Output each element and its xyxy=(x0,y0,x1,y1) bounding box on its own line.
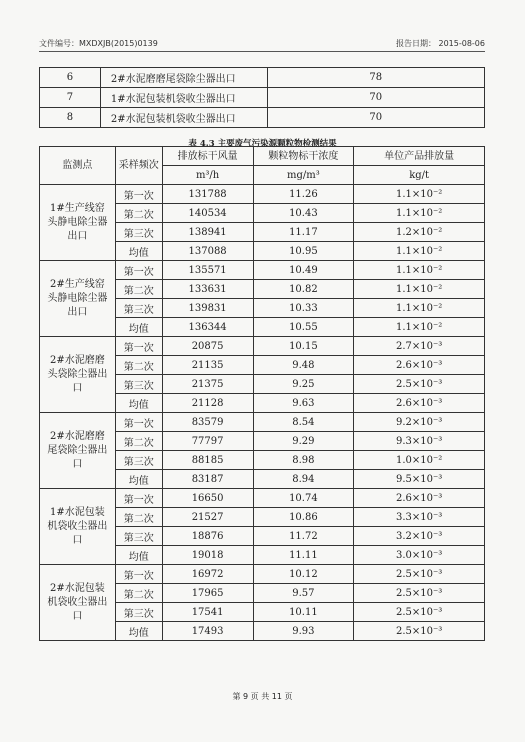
flow-cell: 17541 xyxy=(162,603,253,622)
table-row xyxy=(40,261,485,280)
col-freq: 采样频次 xyxy=(115,147,162,185)
top-cell-site: 2#水泥磨磨尾袋除尘器出口 xyxy=(100,68,267,88)
flow-cell: 135571 xyxy=(162,261,253,280)
rate-cell: 2.6×10⁻³ xyxy=(354,394,485,413)
flow-cell: 21527 xyxy=(162,508,253,527)
top-table-row xyxy=(40,68,485,88)
conc-cell: 11.11 xyxy=(253,546,354,565)
conc-cell: 10.95 xyxy=(253,242,354,261)
flow-cell: 21128 xyxy=(162,394,253,413)
unit-rate: kg/t xyxy=(354,166,485,185)
top-cell-no: 6 xyxy=(40,68,101,88)
unit-flow: m³/h xyxy=(162,166,253,185)
top-cell-value: 78 xyxy=(267,68,485,88)
table-row xyxy=(40,337,485,356)
conc-cell: 10.74 xyxy=(253,489,354,508)
flow-cell: 17965 xyxy=(162,584,253,603)
conc-cell: 8.98 xyxy=(253,451,354,470)
freq-cell: 第一次 xyxy=(115,337,162,356)
top-table-row xyxy=(40,88,485,108)
table-row xyxy=(40,413,485,432)
conc-cell: 10.43 xyxy=(253,204,354,223)
col-flow: 排放标干风量 xyxy=(162,147,253,166)
rate-cell: 3.2×10⁻³ xyxy=(354,527,485,546)
top-cell-site: 2#水泥包装机袋收尘器出口 xyxy=(100,108,267,128)
site-cell: 1#生产线窑头静电除尘器出口 xyxy=(40,185,116,261)
flow-cell: 140534 xyxy=(162,204,253,223)
conc-cell: 10.12 xyxy=(253,565,354,584)
flow-cell: 77797 xyxy=(162,432,253,451)
conc-cell: 9.63 xyxy=(253,394,354,413)
rate-cell: 1.1×10⁻² xyxy=(354,318,485,337)
flow-cell: 88185 xyxy=(162,451,253,470)
flow-cell: 16972 xyxy=(162,565,253,584)
rate-cell: 1.1×10⁻² xyxy=(354,299,485,318)
rate-cell: 2.7×10⁻³ xyxy=(354,337,485,356)
rate-cell: 1.1×10⁻² xyxy=(354,280,485,299)
freq-cell: 第二次 xyxy=(115,584,162,603)
rate-cell: 1.2×10⁻² xyxy=(354,223,485,242)
top-cell-value: 70 xyxy=(267,88,485,108)
conc-cell: 10.49 xyxy=(253,261,354,280)
unit-conc: mg/m³ xyxy=(253,166,354,185)
conc-cell: 11.26 xyxy=(253,185,354,204)
col-site: 监测点 xyxy=(40,147,116,185)
flow-cell: 18876 xyxy=(162,527,253,546)
col-rate: 单位产品排放量 xyxy=(354,147,485,166)
freq-cell: 均值 xyxy=(115,318,162,337)
file-number: 文件编号：MXDXJB(2015)0139 xyxy=(39,39,158,48)
rate-cell: 2.5×10⁻³ xyxy=(354,622,485,641)
freq-cell: 第三次 xyxy=(115,223,162,242)
rate-cell: 1.1×10⁻² xyxy=(354,242,485,261)
site-cell: 2#水泥磨磨头袋除尘器出口 xyxy=(40,337,116,413)
site-cell: 2#水泥包装机袋收尘器出口 xyxy=(40,565,116,641)
rate-cell: 2.6×10⁻³ xyxy=(354,356,485,375)
rate-cell: 3.3×10⁻³ xyxy=(354,508,485,527)
freq-cell: 第三次 xyxy=(115,451,162,470)
conc-cell: 9.48 xyxy=(253,356,354,375)
top-cell-value: 70 xyxy=(267,108,485,128)
flow-cell: 131788 xyxy=(162,185,253,204)
freq-cell: 第三次 xyxy=(115,375,162,394)
flow-cell: 19018 xyxy=(162,546,253,565)
conc-cell: 8.54 xyxy=(253,413,354,432)
table-header-row xyxy=(40,147,485,166)
rate-cell: 1.1×10⁻² xyxy=(354,185,485,204)
flow-cell: 83579 xyxy=(162,413,253,432)
freq-cell: 均值 xyxy=(115,242,162,261)
conc-cell: 9.93 xyxy=(253,622,354,641)
flow-cell: 17493 xyxy=(162,622,253,641)
top-cell-no: 8 xyxy=(40,108,101,128)
rate-cell: 2.5×10⁻³ xyxy=(354,375,485,394)
main-table xyxy=(39,146,485,641)
flow-cell: 136344 xyxy=(162,318,253,337)
flow-cell: 20875 xyxy=(162,337,253,356)
freq-cell: 第一次 xyxy=(115,489,162,508)
site-cell: 2#生产线窑头静电除尘器出口 xyxy=(40,261,116,337)
table-row xyxy=(40,565,485,584)
freq-cell: 第三次 xyxy=(115,603,162,622)
freq-cell: 第二次 xyxy=(115,280,162,299)
top-table-row xyxy=(40,108,485,128)
freq-cell: 第二次 xyxy=(115,508,162,527)
flow-cell: 16650 xyxy=(162,489,253,508)
freq-cell: 第三次 xyxy=(115,299,162,318)
rate-cell: 2.5×10⁻³ xyxy=(354,565,485,584)
freq-cell: 第二次 xyxy=(115,356,162,375)
conc-cell: 10.33 xyxy=(253,299,354,318)
freq-cell: 均值 xyxy=(115,546,162,565)
site-cell: 2#水泥磨磨尾袋除尘器出口 xyxy=(40,413,116,489)
conc-cell: 10.55 xyxy=(253,318,354,337)
rate-cell: 9.3×10⁻³ xyxy=(354,432,485,451)
conc-cell: 10.82 xyxy=(253,280,354,299)
freq-cell: 第一次 xyxy=(115,185,162,204)
table-row xyxy=(40,185,485,204)
conc-cell: 8.94 xyxy=(253,470,354,489)
table-row xyxy=(40,489,485,508)
flow-cell: 137088 xyxy=(162,242,253,261)
top-table xyxy=(39,67,485,128)
conc-cell: 9.25 xyxy=(253,375,354,394)
rate-cell: 2.5×10⁻³ xyxy=(354,603,485,622)
rate-cell: 3.0×10⁻³ xyxy=(354,546,485,565)
freq-cell: 均值 xyxy=(115,622,162,641)
conc-cell: 9.57 xyxy=(253,584,354,603)
freq-cell: 第三次 xyxy=(115,527,162,546)
flow-cell: 138941 xyxy=(162,223,253,242)
conc-cell: 11.72 xyxy=(253,527,354,546)
table-caption: 表 4.3 主要废气污染源颗粒物检测结果 xyxy=(188,139,337,149)
freq-cell: 第二次 xyxy=(115,204,162,223)
conc-cell: 9.29 xyxy=(253,432,354,451)
page-header xyxy=(39,36,485,50)
report-date: 报告日期： 2015-08-06 xyxy=(395,39,485,48)
top-cell-site: 1#水泥包装机袋收尘器出口 xyxy=(100,88,267,108)
flow-cell: 21135 xyxy=(162,356,253,375)
rate-cell: 9.5×10⁻³ xyxy=(354,470,485,489)
rate-cell: 1.0×10⁻² xyxy=(354,451,485,470)
flow-cell: 21375 xyxy=(162,375,253,394)
conc-cell: 10.11 xyxy=(253,603,354,622)
site-cell: 1#水泥包装机袋收尘器出口 xyxy=(40,489,116,565)
freq-cell: 第二次 xyxy=(115,432,162,451)
header-divider xyxy=(39,51,485,52)
freq-cell: 均值 xyxy=(115,394,162,413)
rate-cell: 2.5×10⁻³ xyxy=(354,584,485,603)
freq-cell: 第一次 xyxy=(115,261,162,280)
conc-cell: 11.17 xyxy=(253,223,354,242)
flow-cell: 83187 xyxy=(162,470,253,489)
conc-cell: 10.86 xyxy=(253,508,354,527)
freq-cell: 第一次 xyxy=(115,565,162,584)
freq-cell: 均值 xyxy=(115,470,162,489)
rate-cell: 9.2×10⁻³ xyxy=(354,413,485,432)
freq-cell: 第一次 xyxy=(115,413,162,432)
flow-cell: 133631 xyxy=(162,280,253,299)
rate-cell: 2.6×10⁻³ xyxy=(354,489,485,508)
page-footer: 第 9 页 共 11 页 xyxy=(232,692,293,701)
conc-cell: 10.15 xyxy=(253,337,354,356)
flow-cell: 139831 xyxy=(162,299,253,318)
top-cell-no: 7 xyxy=(40,88,101,108)
col-conc: 颗粒物标干浓度 xyxy=(253,147,354,166)
rate-cell: 1.1×10⁻² xyxy=(354,261,485,280)
rate-cell: 1.1×10⁻² xyxy=(354,204,485,223)
